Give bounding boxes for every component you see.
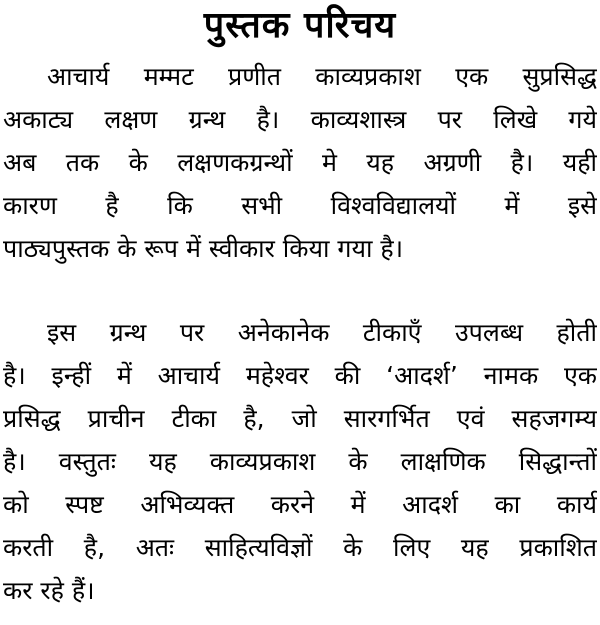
paragraph-line: पाठ्यपुस्तक के रूप में स्वीकार किया गया है।: [3, 234, 404, 263]
paragraph-2: [3, 311, 597, 612]
paragraph-line: है। इन्हीं में आचार्य महेश्वर की ‘आदर्श’ नामक एक: [3, 361, 597, 390]
paragraph-line: अकाट्य लक्षण ग्रन्थ है। काव्यशास्त्र पर लिखे गये: [3, 105, 597, 134]
paragraph-line: कर रहे हैं।: [3, 576, 95, 605]
paragraph-line: इस ग्रन्थ पर अनेकानेक टीकाएँ उपलब्ध होती: [47, 318, 597, 347]
paragraph-line: है। वस्तुतः यह काव्यप्रकाश के लाक्षणिक सिद्धान्तों: [3, 447, 597, 476]
paragraph-line: प्रसिद्ध प्राचीन टीका है, जो सारगर्भित एवं सहजगम्य: [3, 404, 597, 433]
paragraph-line: कारण है कि सभी विश्वविद्यालयों में इसे: [3, 191, 597, 220]
paragraph-line: आचार्य मम्मट प्रणीत काव्यप्रकाश एक सुप्रसिद्ध: [47, 62, 597, 91]
paragraph-line: करती है, अतः साहित्यविज्ञों के लिए यह प्रकाशित: [3, 533, 597, 562]
paragraph-line: अब तक के लक्षणकग्रन्थों मे यह अग्रणी है। यही: [3, 148, 597, 177]
paragraph-line: को स्पष्ट अभिव्यक्त करने में आदर्श का कार्य: [3, 490, 597, 519]
paragraph-1: [3, 55, 597, 270]
page-title: पुस्तक परिचय: [203, 5, 397, 46]
